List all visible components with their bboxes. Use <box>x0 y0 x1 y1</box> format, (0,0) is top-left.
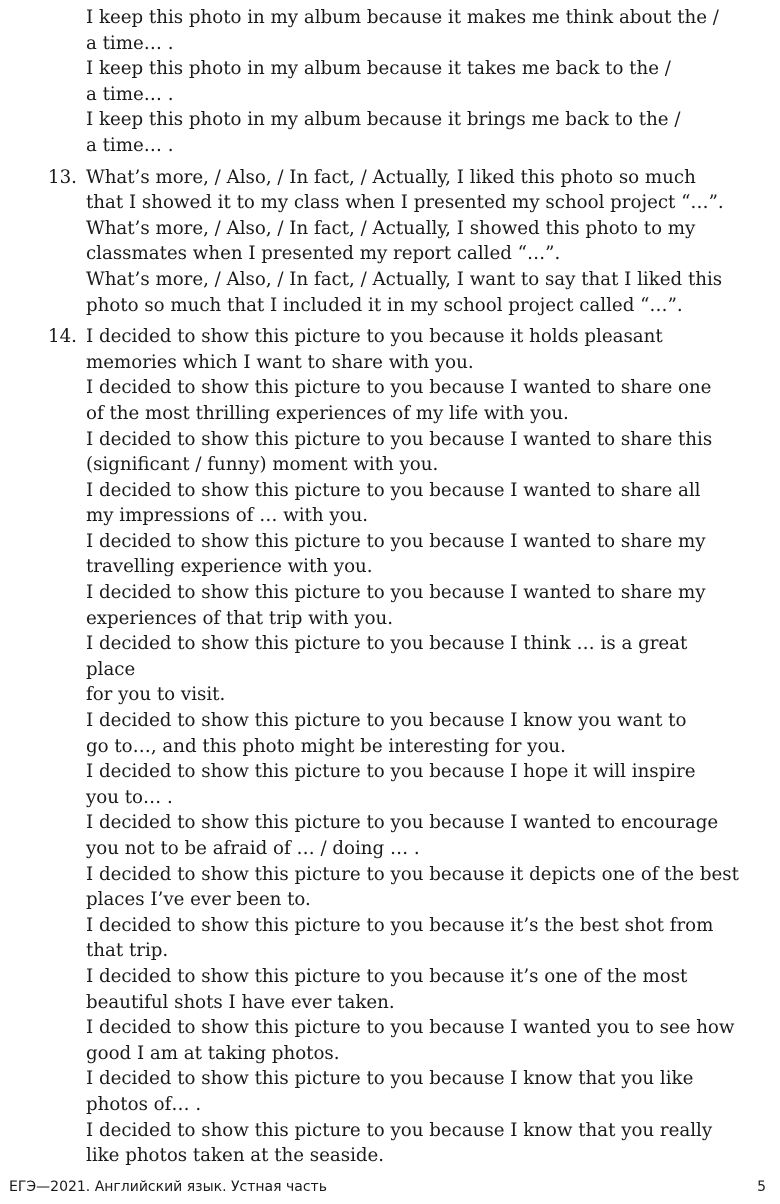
phrase-paragraph <box>86 913 740 964</box>
phrase-paragraph <box>86 810 740 861</box>
phrase-paragraph <box>86 324 740 375</box>
text-line: I decided to show this picture to you because it depicts one of the best <box>86 863 739 885</box>
list-item <box>0 324 780 1169</box>
text-line: that I showed it to my class when I presented my school project “…”. <box>86 192 724 214</box>
phrase-paragraph <box>86 478 740 529</box>
text-line: I keep this photo in my album because it makes me think about the / <box>86 7 719 28</box>
phrase-paragraph <box>86 107 740 158</box>
text-line: travelling experience with you. <box>86 556 373 578</box>
text-line: I keep this photo in my album because it brings me back to the / <box>86 109 681 131</box>
text-line: I decided to show this picture to you because I know that you like <box>86 1068 694 1090</box>
phrase-paragraph <box>86 708 740 759</box>
text-line: for you to visit. <box>86 684 226 706</box>
text-line: I decided to show this picture to you because I wanted you to see how <box>86 1017 735 1039</box>
text-line: like photos taken at the seaside. <box>86 1145 385 1167</box>
text-line: good I am at taking photos. <box>86 1042 340 1064</box>
item-number: 13. <box>48 166 77 188</box>
document-body <box>0 5 780 1169</box>
text-line: photo so much that I included it in my school project called “…”. <box>86 294 683 316</box>
text-line: I decided to show this picture to you because it holds pleasant <box>86 326 663 348</box>
phrase-paragraph <box>86 1066 740 1117</box>
page-number: 5 <box>757 1179 766 1195</box>
text-line: I keep this photo in my album because it takes me back to the / <box>86 58 671 80</box>
text-line: I decided to show this picture to you because I wanted to share this <box>86 428 713 450</box>
phrase-paragraph <box>86 1118 740 1169</box>
text-line: experiences of that trip with you. <box>86 607 394 629</box>
page-footer <box>9 1177 766 1197</box>
phrase-paragraph <box>86 759 740 810</box>
phrase-paragraph <box>86 5 740 56</box>
phrase-paragraph <box>86 56 740 107</box>
phrase-paragraph <box>86 267 740 318</box>
text-line: I decided to show this picture to you because I hope it will inspire <box>86 761 696 783</box>
text-line: What’s more, / Also, / In fact, / Actually, I showed this photo to my <box>86 217 696 239</box>
text-line: that trip. <box>86 940 169 962</box>
phrase-paragraph <box>86 427 740 478</box>
footer-title: ЕГЭ—2021. Английский язык. Устная часть <box>9 1179 327 1195</box>
text-line: my impressions of … with you. <box>86 505 369 527</box>
phrase-paragraph <box>86 580 740 631</box>
phrase-paragraph <box>86 375 740 426</box>
text-line: I decided to show this picture to you because I wanted to share all <box>86 479 701 501</box>
text-line: What’s more, / Also, / In fact, / Actually, I want to say that I liked this <box>86 268 723 290</box>
phrase-paragraph <box>86 862 740 913</box>
list-item <box>0 165 780 319</box>
text-line: a time… . <box>86 32 174 54</box>
text-line: What’s more, / Also, / In fact, / Actually, I liked this photo so much <box>86 166 696 188</box>
text-line: I decided to show this picture to you because I wanted to encourage <box>86 812 719 834</box>
text-line: memories which I want to share with you. <box>86 351 474 373</box>
phrase-paragraph <box>86 964 740 1015</box>
text-line: I decided to show this picture to you because I wanted to share my <box>86 530 706 552</box>
text-line: I decided to show this picture to you because it’s one of the most <box>86 965 688 987</box>
text-line: I decided to show this picture to you because I know that you really <box>86 1119 713 1141</box>
text-line: I decided to show this picture to you because I wanted to share one <box>86 377 712 399</box>
text-line: places I’ve ever been to. <box>86 889 311 911</box>
text-line: I decided to show this picture to you because I know you want to <box>86 710 687 732</box>
phrase-paragraph <box>86 529 740 580</box>
text-line: (significant / funny) moment with you. <box>86 454 439 476</box>
text-line: you not to be afraid of … / doing … . <box>86 838 420 859</box>
text-line: beautiful shots I have ever taken. <box>86 991 395 1013</box>
text-line: I decided to show this picture to you because it’s the best shot from <box>86 914 714 936</box>
text-line: I decided to show this picture to you because I think … is a great place <box>86 633 688 680</box>
text-line: go to…, and this photo might be interesting for you. <box>86 735 566 757</box>
item-number: 14. <box>48 326 77 348</box>
text-line: of the most thrilling experiences of my life with you. <box>86 402 569 424</box>
phrase-paragraph <box>86 165 740 216</box>
text-line: photos of… . <box>86 1093 202 1115</box>
text-line: you to… . <box>86 786 173 808</box>
phrase-paragraph <box>86 1015 740 1066</box>
text-line: I decided to show this picture to you because I wanted to share my <box>86 582 706 604</box>
phrase-paragraph <box>86 216 740 267</box>
text-line: classmates when I presented my report called “…”. <box>86 243 561 265</box>
text-line: a time… . <box>86 83 174 105</box>
list-item <box>0 5 780 159</box>
phrase-paragraph <box>86 631 740 708</box>
text-line: a time… . <box>86 134 174 156</box>
